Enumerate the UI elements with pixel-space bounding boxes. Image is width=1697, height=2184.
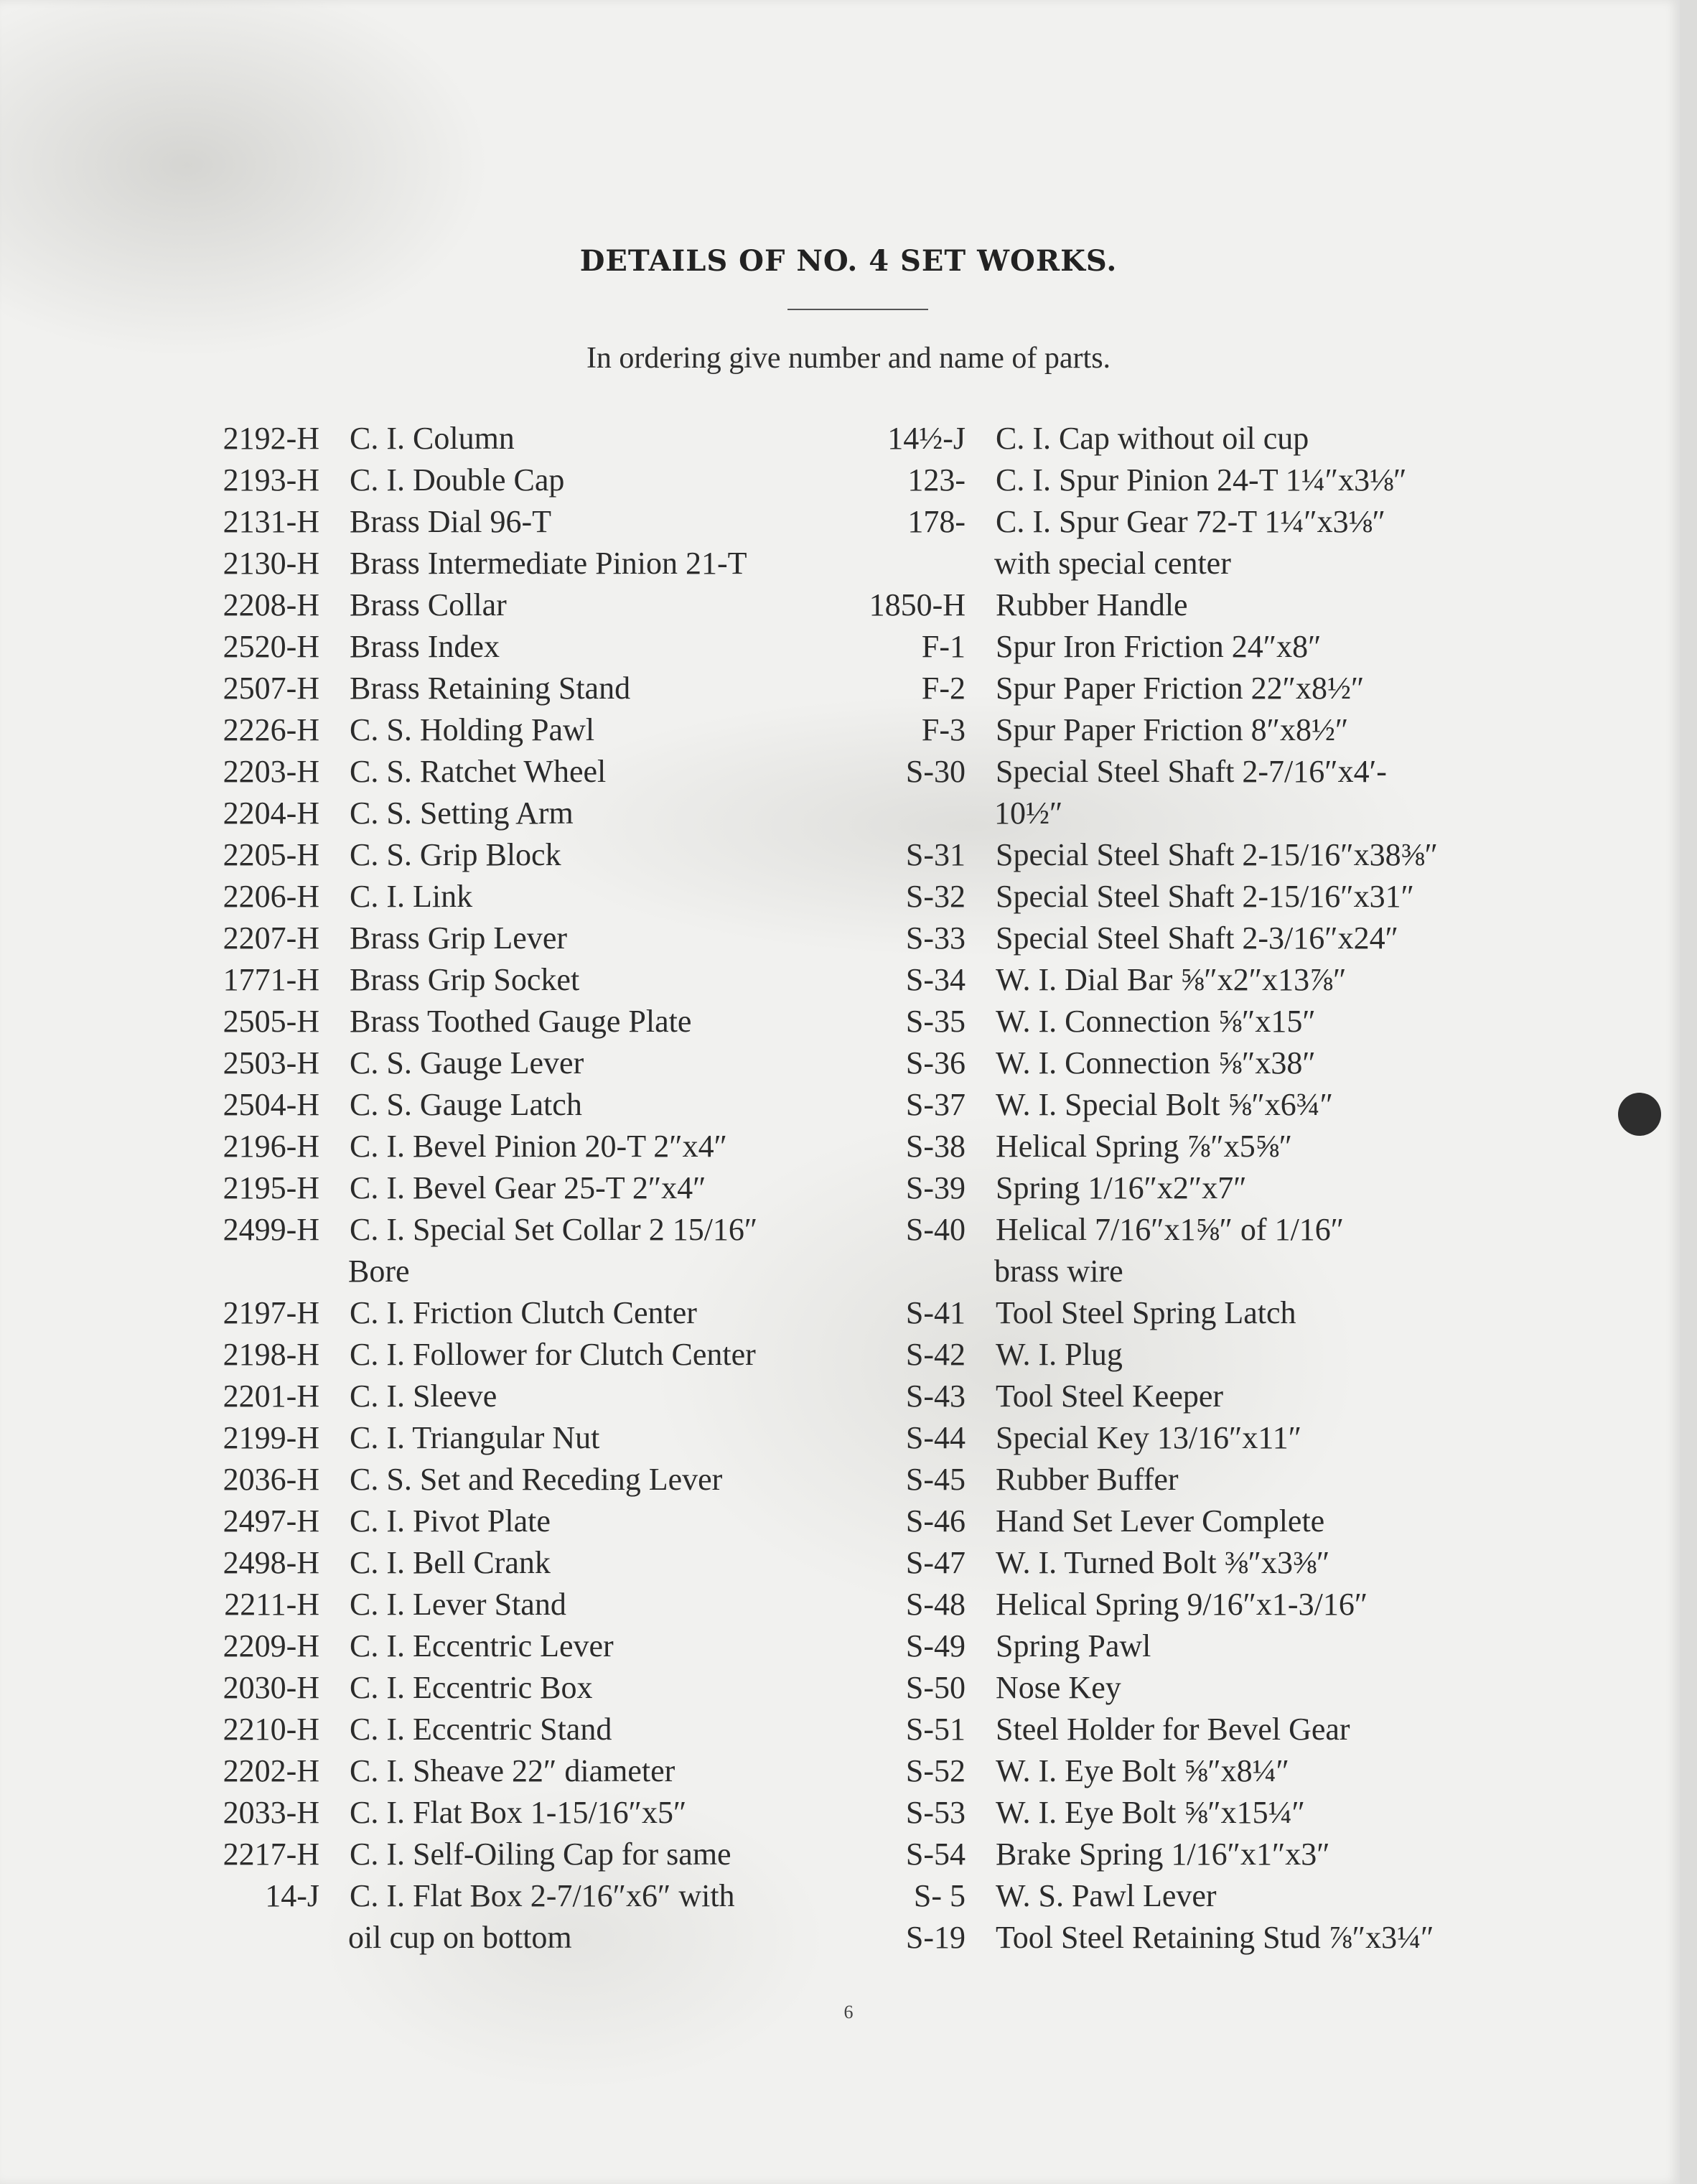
- part-number: 2198-H: [223, 1337, 319, 1372]
- part-name: Rubber Buffer: [996, 1462, 1179, 1497]
- part-number: 2499-H: [223, 1212, 319, 1247]
- part-row: [194, 1875, 840, 1917]
- part-name: C. I. Spur Pinion 24-T 1¼″x3⅛″: [996, 462, 1407, 498]
- part-number: S-46: [905, 1503, 966, 1539]
- part-number: S-31: [905, 837, 966, 872]
- part-row: [840, 1292, 1558, 1334]
- part-name: C. S. Grip Block: [350, 837, 561, 872]
- part-name: with special center: [994, 546, 1231, 581]
- part-name: Brass Grip Lever: [350, 920, 568, 956]
- part-number: S-52: [905, 1753, 966, 1788]
- part-name: W. I. Connection ⅝″x38″: [996, 1045, 1316, 1081]
- part-number: S-41: [905, 1295, 966, 1330]
- part-number: S-48: [905, 1587, 966, 1622]
- part-number: 2520-H: [223, 629, 319, 664]
- part-row: [194, 1917, 840, 1959]
- part-row: [840, 1417, 1558, 1459]
- part-number: [840, 793, 966, 834]
- part-name: Brass Dial 96-T: [350, 504, 552, 539]
- part-row: [194, 459, 840, 501]
- part-row: [840, 1209, 1558, 1251]
- part-number: S-38: [905, 1129, 966, 1164]
- part-number: 1771-H: [223, 962, 319, 997]
- part-row: [194, 834, 840, 876]
- part-row: [840, 1584, 1558, 1625]
- part-row: [194, 668, 840, 709]
- part-row: [194, 1709, 840, 1750]
- part-row: [194, 1792, 840, 1834]
- part-number: S-49: [905, 1628, 966, 1663]
- part-name: C. I. Flat Box 1-15/16″x5″: [350, 1795, 687, 1830]
- part-name: Tool Steel Keeper: [996, 1378, 1224, 1414]
- part-name: C. I. Bevel Pinion 20-T 2″x4″: [350, 1129, 727, 1164]
- part-name: Brass Collar: [350, 587, 507, 622]
- part-number: S-37: [905, 1087, 966, 1122]
- part-name: Steel Holder for Bevel Gear: [996, 1712, 1350, 1747]
- part-row: [194, 1625, 840, 1667]
- part-name: W. I. Eye Bolt ⅝″x8¼″: [996, 1753, 1289, 1788]
- part-row: [194, 1209, 840, 1251]
- part-number: S-33: [905, 920, 966, 956]
- part-number: S-40: [905, 1212, 966, 1247]
- part-name: W. I. Eye Bolt ⅝″x15¼″: [996, 1795, 1305, 1830]
- part-row: [194, 1126, 840, 1167]
- part-number: S-47: [905, 1545, 966, 1580]
- part-number: 2497-H: [223, 1503, 319, 1539]
- page-number: 6: [843, 2002, 854, 2022]
- part-row: [840, 1917, 1558, 1959]
- part-row: [840, 1376, 1558, 1417]
- part-number: S-30: [905, 754, 966, 789]
- part-name: Brass Grip Socket: [350, 962, 580, 997]
- part-row: [194, 1042, 840, 1084]
- part-name: C. I. Eccentric Stand: [350, 1712, 612, 1747]
- part-name: oil cup on bottom: [348, 1920, 572, 1955]
- part-row: [840, 418, 1558, 459]
- part-number: 14-J: [265, 1878, 319, 1913]
- part-name: C. I. Sheave 22″ diameter: [350, 1753, 675, 1788]
- part-name: Special Steel Shaft 2-15/16″x38⅜″: [996, 837, 1438, 872]
- part-name: C. I. Bevel Gear 25-T 2″x4″: [350, 1170, 706, 1205]
- part-number: S-50: [905, 1670, 966, 1705]
- part-number: 2226-H: [223, 712, 319, 747]
- part-name: W. I. Connection ⅝″x15″: [996, 1004, 1316, 1039]
- part-row: [840, 793, 1558, 834]
- part-number: 2217-H: [223, 1837, 319, 1872]
- part-name: C. I. Friction Clutch Center: [350, 1295, 697, 1330]
- part-number: 2030-H: [223, 1670, 319, 1705]
- part-number: S-32: [905, 879, 966, 914]
- part-row: [840, 543, 1558, 584]
- page-title: DETAILS OF NO. 4 SET WORKS.: [579, 244, 1118, 278]
- part-row: [840, 501, 1558, 543]
- part-number: 2211-H: [224, 1587, 319, 1622]
- part-name: Helical 7/16″x1⅝″ of 1/16″: [996, 1212, 1345, 1247]
- part-name: Tool Steel Retaining Stud ⅞″x3¼″: [996, 1920, 1434, 1955]
- part-name: Brake Spring 1/16″x1″x3″: [996, 1837, 1330, 1872]
- part-row: [194, 1084, 840, 1126]
- ordering-instructions: In ordering give number and name of parts.: [586, 342, 1111, 375]
- part-number: 2205-H: [223, 837, 319, 872]
- part-row: [840, 1750, 1558, 1792]
- part-name: Spur Paper Friction 8″x8½″: [996, 712, 1349, 747]
- part-name: Special Steel Shaft 2-15/16″x31″: [996, 879, 1414, 914]
- part-number: 2206-H: [223, 879, 319, 914]
- part-number: 2209-H: [223, 1628, 319, 1663]
- part-number: 2507-H: [223, 671, 319, 706]
- part-row: [840, 459, 1558, 501]
- part-name: Brass Toothed Gauge Plate: [350, 1004, 692, 1039]
- part-name: Special Steel Shaft 2-3/16″x24″: [996, 920, 1398, 956]
- part-number: 1850-H: [869, 587, 966, 622]
- part-row: [840, 918, 1558, 959]
- part-name: C. I. Bell Crank: [350, 1545, 551, 1580]
- part-name: C. I. Eccentric Lever: [350, 1628, 614, 1663]
- part-number: S-42: [905, 1337, 966, 1372]
- part-name: Tool Steel Spring Latch: [996, 1295, 1296, 1330]
- part-name: C. I. Self-Oiling Cap for same: [350, 1837, 731, 1872]
- part-name: C. I. Eccentric Box: [350, 1670, 593, 1705]
- part-row: [840, 584, 1558, 626]
- part-name: Helical Spring ⅞″x5⅝″: [996, 1129, 1293, 1164]
- part-name: brass wire: [994, 1254, 1123, 1289]
- part-number: [840, 1251, 966, 1292]
- paper-edge: [1680, 0, 1697, 2184]
- part-row: [194, 918, 840, 959]
- part-row: [194, 1667, 840, 1709]
- part-number: [840, 543, 966, 584]
- part-row: [840, 1042, 1558, 1084]
- part-number: S-43: [905, 1378, 966, 1414]
- part-row: [840, 1459, 1558, 1501]
- part-number: 2195-H: [223, 1170, 319, 1205]
- part-number: S-19: [905, 1920, 966, 1955]
- part-name: C. I. Double Cap: [350, 462, 565, 498]
- part-name: W. I. Plug: [996, 1337, 1123, 1372]
- parts-list-right: [840, 418, 1558, 1959]
- title-divider: [787, 309, 928, 310]
- part-row: [194, 709, 840, 751]
- part-name: Spur Paper Friction 22″x8½″: [996, 671, 1365, 706]
- part-row: [840, 668, 1558, 709]
- part-row: [840, 626, 1558, 668]
- part-row: [840, 1792, 1558, 1834]
- part-number: 14½-J: [887, 421, 966, 456]
- part-number: 2208-H: [223, 587, 319, 622]
- part-row: [840, 876, 1558, 918]
- part-row: [840, 1001, 1558, 1042]
- part-row: [194, 1584, 840, 1625]
- part-row: [840, 751, 1558, 793]
- part-row: [840, 834, 1558, 876]
- part-name: Nose Key: [996, 1670, 1121, 1705]
- part-number: 2203-H: [223, 754, 319, 789]
- part-row: [840, 1834, 1558, 1875]
- part-row: [194, 584, 840, 626]
- part-row: [194, 418, 840, 459]
- part-number: 123-: [907, 462, 966, 498]
- part-name: C. S. Set and Receding Lever: [350, 1462, 723, 1497]
- part-number: 2193-H: [223, 462, 319, 498]
- part-row: [194, 1417, 840, 1459]
- part-row: [194, 501, 840, 543]
- part-number: S-54: [905, 1837, 966, 1872]
- part-name: W. I. Turned Bolt ⅜″x3⅜″: [996, 1545, 1330, 1580]
- part-name: Bore: [348, 1254, 410, 1289]
- part-number: 2196-H: [223, 1129, 319, 1164]
- part-name: C. S. Gauge Lever: [350, 1045, 584, 1081]
- part-number: 2503-H: [223, 1045, 319, 1081]
- part-row: [840, 1709, 1558, 1750]
- part-number: 2131-H: [223, 504, 319, 539]
- part-name: C. I. Column: [350, 421, 515, 456]
- part-row: [194, 959, 840, 1001]
- part-row: [840, 959, 1558, 1001]
- part-name: Brass Retaining Stand: [350, 671, 631, 706]
- part-name: Helical Spring 9/16″x1-3/16″: [996, 1587, 1368, 1622]
- part-row: [840, 1625, 1558, 1667]
- part-number: S-44: [905, 1420, 966, 1455]
- part-name: C. I. Sleeve: [350, 1378, 497, 1414]
- part-number: 2207-H: [223, 920, 319, 956]
- part-row: [840, 1875, 1558, 1917]
- part-row: [840, 1667, 1558, 1709]
- part-row: [840, 1251, 1558, 1292]
- part-name: Rubber Handle: [996, 587, 1188, 622]
- part-row: [840, 1126, 1558, 1167]
- part-number: 178-: [907, 504, 966, 539]
- part-name: C. S. Holding Pawl: [350, 712, 595, 747]
- part-name: Spring 1/16″x2″x7″: [996, 1170, 1247, 1205]
- part-number: S-39: [905, 1170, 966, 1205]
- part-row: [194, 1459, 840, 1501]
- part-row: [194, 1834, 840, 1875]
- part-row: [194, 1251, 840, 1292]
- part-name: C. I. Special Set Collar 2 15/16″: [350, 1212, 758, 1247]
- part-row: [194, 1167, 840, 1209]
- part-number: 2192-H: [223, 421, 319, 456]
- part-name: Brass Intermediate Pinion 21-T: [350, 546, 747, 581]
- part-name: C. I. Lever Stand: [350, 1587, 566, 1622]
- part-name: W. I. Dial Bar ⅝″x2″x13⅞″: [996, 962, 1347, 997]
- part-row: [194, 543, 840, 584]
- part-number: 2199-H: [223, 1420, 319, 1455]
- part-row: [840, 1542, 1558, 1584]
- part-name: C. I. Pivot Plate: [350, 1503, 551, 1539]
- part-number: [194, 1917, 319, 1959]
- part-name: 10½″: [994, 795, 1063, 831]
- part-number: 2204-H: [223, 795, 319, 831]
- part-number: S-45: [905, 1462, 966, 1497]
- part-number: 2210-H: [223, 1712, 319, 1747]
- punch-hole: [1618, 1093, 1661, 1136]
- part-number: 2504-H: [223, 1087, 319, 1122]
- parts-list-left: [194, 418, 840, 1959]
- part-row: [194, 1750, 840, 1792]
- part-number: F-1: [921, 629, 966, 664]
- part-name: C. I. Flat Box 2-7/16″x6″ with: [350, 1878, 735, 1913]
- part-number: 2202-H: [223, 1753, 319, 1788]
- part-name: C. I. Cap without oil cup: [996, 421, 1309, 456]
- part-number: S-34: [905, 962, 966, 997]
- part-name: Brass Index: [350, 629, 500, 664]
- part-name: Special Steel Shaft 2-7/16″x4′-: [996, 754, 1387, 789]
- part-row: [840, 1334, 1558, 1376]
- part-number: 2197-H: [223, 1295, 319, 1330]
- part-row: [840, 709, 1558, 751]
- part-number: 2033-H: [223, 1795, 319, 1830]
- part-name: Spring Pawl: [996, 1628, 1151, 1663]
- part-number: 2505-H: [223, 1004, 319, 1039]
- part-number: F-2: [921, 671, 966, 706]
- part-row: [194, 626, 840, 668]
- part-number: S-53: [905, 1795, 966, 1830]
- part-row: [840, 1501, 1558, 1542]
- part-name: C. I. Follower for Clutch Center: [350, 1337, 756, 1372]
- part-row: [840, 1167, 1558, 1209]
- part-number: 2498-H: [223, 1545, 319, 1580]
- part-number: 2130-H: [223, 546, 319, 581]
- part-name: C. S. Ratchet Wheel: [350, 754, 607, 789]
- part-row: [194, 876, 840, 918]
- part-name: C. S. Setting Arm: [350, 795, 574, 831]
- part-number: S-35: [905, 1004, 966, 1039]
- part-row: [194, 1501, 840, 1542]
- part-name: C. I. Spur Gear 72-T 1¼″x3⅛″: [996, 504, 1385, 539]
- part-row: [194, 1376, 840, 1417]
- part-number: 2201-H: [223, 1378, 319, 1414]
- part-row: [194, 1334, 840, 1376]
- part-number: [194, 1251, 319, 1292]
- part-name: C. I. Triangular Nut: [350, 1420, 600, 1455]
- part-number: F-3: [921, 712, 966, 747]
- part-row: [194, 1542, 840, 1584]
- part-number: S- 5: [913, 1878, 966, 1913]
- part-name: C. S. Gauge Latch: [350, 1087, 582, 1122]
- part-row: [194, 751, 840, 793]
- part-row: [840, 1084, 1558, 1126]
- part-name: Spur Iron Friction 24″x8″: [996, 629, 1322, 664]
- part-name: C. I. Link: [350, 879, 473, 914]
- part-number: 2036-H: [223, 1462, 319, 1497]
- part-name: Hand Set Lever Complete: [996, 1503, 1325, 1539]
- part-number: S-36: [905, 1045, 966, 1081]
- part-row: [194, 1292, 840, 1334]
- part-name: Special Key 13/16″x11″: [996, 1420, 1302, 1455]
- part-name: W. I. Special Bolt ⅝″x6¾″: [996, 1087, 1334, 1122]
- part-row: [194, 1001, 840, 1042]
- part-name: W. S. Pawl Lever: [996, 1878, 1217, 1913]
- part-number: S-51: [905, 1712, 966, 1747]
- part-row: [194, 793, 840, 834]
